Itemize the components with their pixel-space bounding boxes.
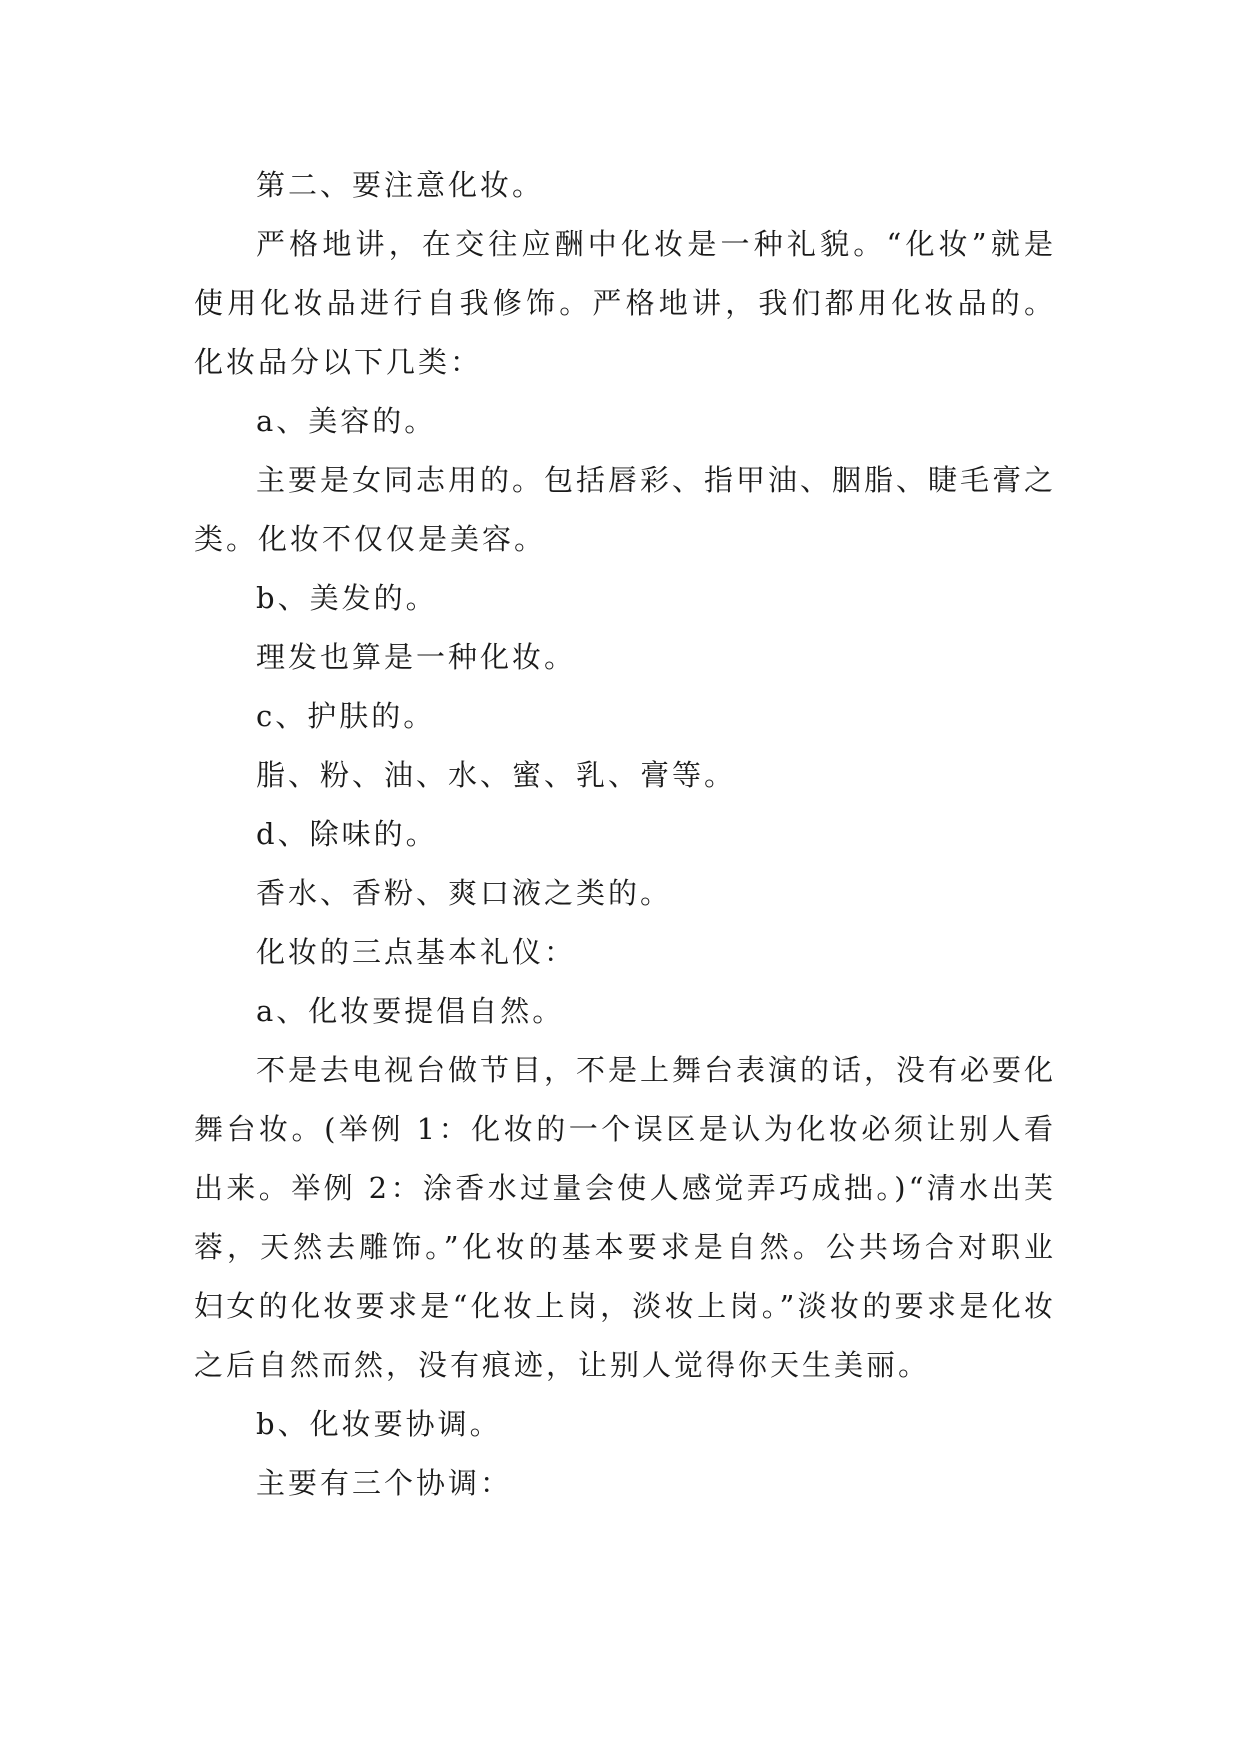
body-paragraph: 香水、香粉、爽口液之类的。	[256, 876, 673, 910]
section-heading: 第二、要注意化妆。	[256, 168, 545, 202]
subsection-heading: 化妆的三点基本礼仪：	[256, 935, 577, 969]
document-body	[194, 156, 1056, 1513]
body-paragraph: 理发也算是一种化妆。	[256, 640, 577, 674]
body-paragraph: 主要有三个协调：	[256, 1466, 513, 1500]
list-item-heading: a、美容的。	[256, 404, 437, 438]
body-paragraph: 脂、粉、油、水、蜜、乳、膏等。	[256, 758, 737, 792]
body-paragraph: 严格地讲，在交往应酬中化妆是一种礼貌。“化妆”就是使用化妆品进行自我修饰。严格地讲，我们都用化妆品的。化妆品分以下几类：	[194, 227, 1056, 379]
list-item-heading: c、护肤的。	[256, 699, 436, 733]
list-item-heading: b、美发的。	[256, 581, 438, 615]
list-item-heading: a、化妆要提倡自然。	[256, 994, 565, 1028]
body-paragraph: 主要是女同志用的。包括唇彩、指甲油、胭脂、睫毛膏之类。化妆不仅仅是美容。	[194, 463, 1057, 556]
body-paragraph: 不是去电视台做节目，不是上舞台表演的话，没有必要化舞台妆。(举例 1：化妆的一个误区是认为化妆必须让别人看出来。举例 2：涂香水过量会使人感觉弄巧成拙。)“清水出芙蓉，天然去雕饰。”化妆的基本要求是自然。公共场合对职业妇女的化妆要求是“化妆上岗，淡妆上岗。”淡妆的要求是化妆之后自然而然，没有痕迹，让别人觉得你天生美丽。	[194, 1053, 1057, 1382]
list-item-heading: b、化妆要协调。	[256, 1407, 502, 1441]
list-item-heading: d、除味的。	[256, 817, 438, 851]
